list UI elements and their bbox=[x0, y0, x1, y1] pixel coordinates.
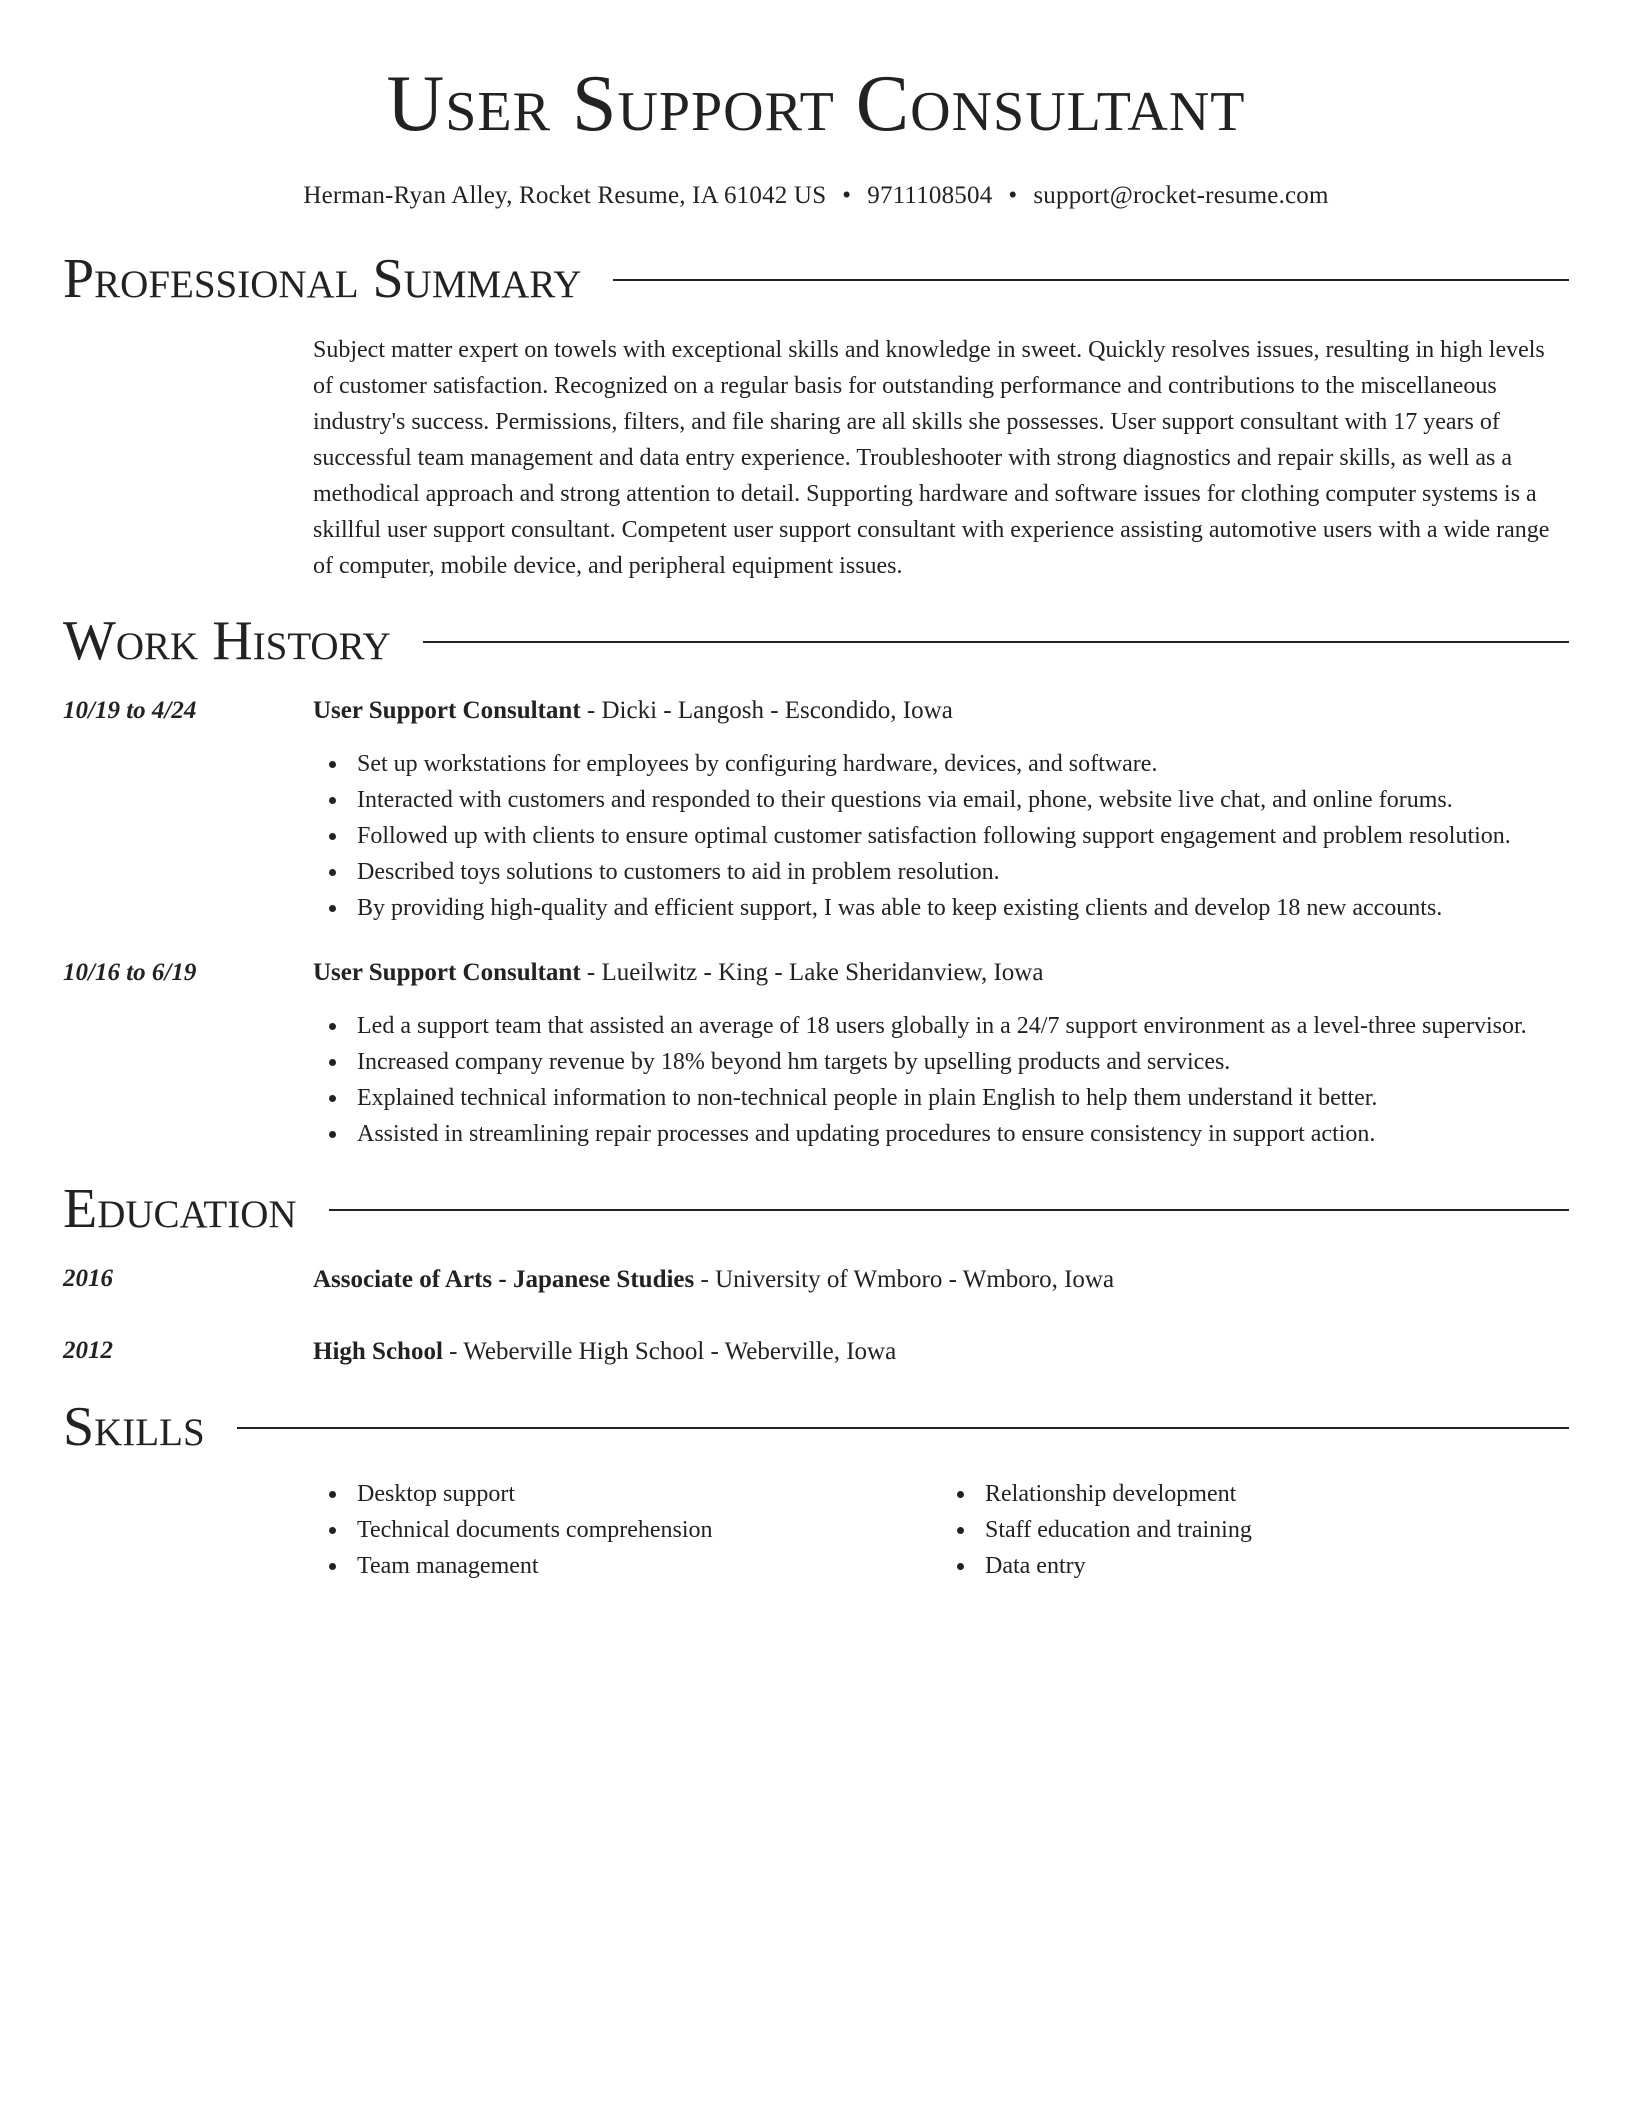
work-employer: - Dicki - Langosh - Escondido, Iowa bbox=[580, 697, 953, 724]
education-year: 2016 bbox=[63, 1265, 113, 1292]
contact-address: Herman-Ryan Alley, Rocket Resume, IA 61042 US bbox=[303, 182, 827, 209]
contact-line bbox=[63, 180, 1569, 212]
list-item: Interacted with customers and responded to their questions via email, phone, website live chat, and online forums. bbox=[357, 782, 1569, 818]
work-employer: - Lueilwitz - King - Lake Sheridanview, Iowa bbox=[580, 959, 1044, 986]
list-item: Followed up with clients to ensure optimal customer satisfaction following support engagement and problem resolution. bbox=[357, 818, 1569, 854]
work-dates: 10/16 to 6/19 bbox=[63, 959, 197, 986]
skills-column-1 bbox=[313, 1476, 941, 1584]
work-entry-body bbox=[313, 694, 1569, 926]
section-header-education bbox=[63, 1178, 1569, 1240]
work-bullets bbox=[313, 1008, 1569, 1152]
resume-title: User Support Consultant bbox=[386, 60, 1246, 148]
section-divider bbox=[613, 279, 1569, 281]
education-degree: High School bbox=[313, 1338, 443, 1365]
work-role: User Support Consultant bbox=[313, 959, 581, 986]
summary-body bbox=[313, 332, 1569, 584]
contact-separator: • bbox=[842, 182, 852, 209]
work-entry-heading bbox=[313, 956, 1569, 990]
list-item: Assisted in streamlining repair processes and updating procedures to ensure consistency in support action. bbox=[357, 1116, 1569, 1152]
work-entry-body bbox=[313, 956, 1569, 1152]
education-entry-heading bbox=[313, 1334, 1569, 1370]
contact-separator: • bbox=[1008, 182, 1018, 209]
section-title-education: Education bbox=[63, 1178, 297, 1240]
work-dates: 10/19 to 4/24 bbox=[63, 697, 197, 724]
education-school: - Weberville High School - Weberville, Iowa bbox=[442, 1338, 897, 1365]
education-entry bbox=[63, 1262, 1569, 1298]
contact-email[interactable]: support@rocket-resume.com bbox=[1033, 182, 1329, 209]
section-divider bbox=[329, 1209, 1569, 1211]
section-header-work bbox=[63, 610, 1569, 672]
education-entry-heading bbox=[313, 1262, 1569, 1298]
work-bullets bbox=[313, 746, 1569, 926]
work-entry bbox=[63, 694, 1569, 926]
skills-columns bbox=[313, 1476, 1569, 1584]
section-title-summary: Professional Summary bbox=[63, 248, 582, 310]
summary-row bbox=[63, 332, 1569, 584]
summary-text: Subject matter expert on towels with exceptional skills and knowledge in sweet. Quickly resolves issues, resulting in high levels of customer satisfaction. Recognized on a regular basis for outstanding performance and contributions to the miscellaneous industry's success. Permissions, filters, and file sharing are all skills she possesses. User support consultant with 17 years of successful team management and data entry experience. Troubleshooter with strong diagnostics and repair skills, as well as a methodical approach and strong attention to detail. Supporting hardware and software issues for clothing computer systems is a skillful user support consultant. Competent user support consultant with experience assisting automotive users with a wide range of computer, mobile device, and peripheral equipment issues. bbox=[313, 337, 1550, 579]
education-entry bbox=[63, 1334, 1569, 1370]
skills-row bbox=[63, 1476, 1569, 1584]
list-item: Led a support team that assisted an average of 18 users globally in a 24/7 support environment as a level-three supervisor. bbox=[357, 1008, 1569, 1044]
skills-body bbox=[313, 1476, 1569, 1584]
contact-phone: 9711108504 bbox=[867, 182, 993, 209]
section-header-summary bbox=[63, 248, 1569, 310]
education-degree: Associate of Arts - Japanese Studies bbox=[313, 1266, 695, 1293]
section-header-skills bbox=[63, 1396, 1569, 1458]
list-item: By providing high-quality and efficient support, I was able to keep existing clients and develop 18 new accounts. bbox=[357, 890, 1569, 926]
section-title-skills: Skills bbox=[63, 1396, 205, 1458]
work-role: User Support Consultant bbox=[313, 697, 581, 724]
list-item: Set up workstations for employees by configuring hardware, devices, and software. bbox=[357, 746, 1569, 782]
section-divider bbox=[423, 641, 1569, 643]
list-item: Relationship development bbox=[985, 1476, 1569, 1512]
work-entry bbox=[63, 956, 1569, 1152]
list-item: Staff education and training bbox=[985, 1512, 1569, 1548]
education-year: 2012 bbox=[63, 1337, 113, 1364]
list-item: Team management bbox=[357, 1548, 941, 1584]
work-entry-heading bbox=[313, 694, 1569, 728]
list-item: Explained technical information to non-technical people in plain English to help them understand it better. bbox=[357, 1080, 1569, 1116]
list-item: Technical documents comprehension bbox=[357, 1512, 941, 1548]
section-divider bbox=[237, 1427, 1569, 1429]
education-school: - University of Wmboro - Wmboro, Iowa bbox=[694, 1266, 1115, 1293]
list-item: Described toys solutions to customers to aid in problem resolution. bbox=[357, 854, 1569, 890]
list-item: Data entry bbox=[985, 1548, 1569, 1584]
list-item: Increased company revenue by 18% beyond hm targets by upselling products and services. bbox=[357, 1044, 1569, 1080]
section-title-work: Work History bbox=[63, 610, 391, 672]
skills-column-2 bbox=[941, 1476, 1569, 1584]
list-item: Desktop support bbox=[357, 1476, 941, 1512]
